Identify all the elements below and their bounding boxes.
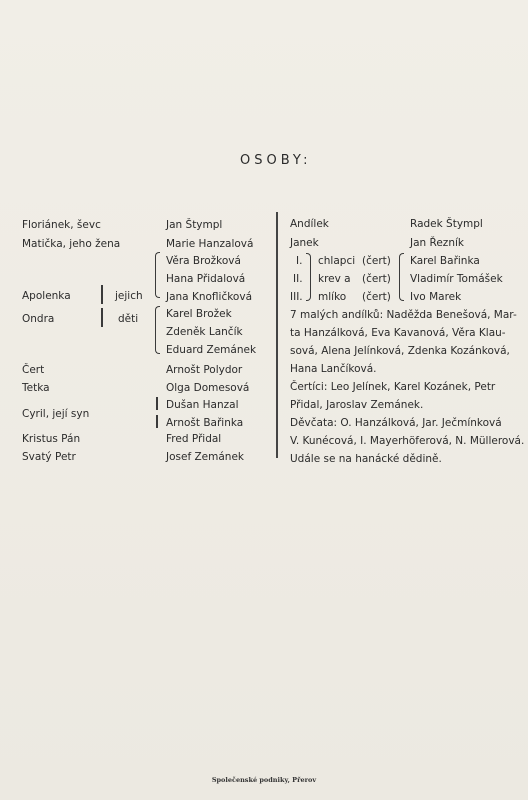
cast-text-line: V. Kunécová, I. Mayerhöferová, N. Müllerová.: [290, 435, 525, 447]
actor-name: Fred Přidal: [166, 433, 222, 445]
bracket-line: [101, 285, 103, 304]
actor-name: Věra Brožková: [166, 255, 241, 267]
boy-number: I.: [296, 255, 303, 267]
role-name: Floriánek, ševc: [22, 219, 101, 231]
actor-name: Ivo Marek: [410, 291, 462, 303]
group-label: jejich: [115, 290, 143, 302]
brace: [155, 306, 160, 354]
devil-tag: (čert): [362, 291, 391, 303]
brace: [306, 253, 311, 301]
bracket-line: [101, 308, 103, 327]
boy-role: mlíko: [318, 291, 347, 303]
actor-name: Josef Zemánek: [166, 451, 244, 463]
role-name: Čert: [22, 364, 45, 376]
role-name: Janek: [290, 237, 319, 249]
brace: [399, 253, 404, 301]
cast-text-line: Hana Lančíková.: [290, 363, 377, 375]
role-name: Cyril, její syn: [22, 408, 90, 420]
group-label: děti: [118, 313, 139, 325]
actor-name: Jana Knofličková: [166, 291, 253, 303]
role-name: Kristus Pán: [22, 433, 81, 445]
role-name: Apolenka: [22, 290, 71, 302]
role-name: Tetka: [22, 382, 50, 394]
bracket-line: [156, 415, 158, 428]
actor-name: Arnošt Polydor: [166, 364, 243, 376]
actor-name: Olga Domesová: [166, 382, 250, 394]
devil-tag: (čert): [362, 273, 391, 285]
actor-name: Radek Štympl: [410, 218, 483, 230]
brace: [155, 252, 160, 298]
cast-text-line: Děvčata: O. Hanzálková, Jar. Ječmínková: [290, 417, 502, 429]
actor-name: Jan Štympl: [166, 219, 223, 231]
cast-text-line: sová, Alena Jelínková, Zdenka Kozánková,: [290, 345, 510, 357]
boy-number: III.: [290, 291, 303, 303]
actor-name: Zdeněk Lančík: [166, 326, 243, 338]
boy-number: II.: [293, 273, 303, 285]
actor-name: Eduard Zemánek: [166, 344, 257, 356]
role-name: Matička, jeho žena: [22, 238, 121, 250]
column-divider: [276, 212, 278, 458]
actor-name: Jan Řezník: [410, 237, 464, 249]
role-name: Andílek: [290, 218, 329, 230]
cast-text-line: ta Hanzálková, Eva Kavanová, Věra Klau-: [290, 327, 506, 339]
cast-text-line: 7 malých andílků: Naděžda Benešová, Mar-: [290, 309, 517, 321]
boy-role: krev a: [318, 273, 351, 285]
actor-name: Marie Hanzalová: [166, 238, 254, 250]
actor-name: Arnošt Bařinka: [166, 417, 244, 429]
actor-name: Karel Bařinka: [410, 255, 480, 267]
cast-text-line: Přidal, Jaroslav Zemánek.: [290, 399, 424, 411]
devil-tag: (čert): [362, 255, 391, 267]
boy-role: chlapci: [318, 255, 356, 267]
actor-name: Vladimír Tomášek: [410, 273, 503, 285]
cast-text-line: Udále se na hanácké dědině.: [290, 453, 442, 465]
printer-credit: Společenské podniky, Přerov: [211, 776, 317, 784]
actor-name: Dušan Hanzal: [166, 399, 239, 411]
actor-name: Karel Brožek: [166, 308, 232, 320]
actor-name: Hana Přidalová: [166, 273, 246, 285]
page-title: OSOBY:: [240, 153, 312, 168]
role-name: Svatý Petr: [22, 451, 76, 463]
role-name: Ondra: [22, 313, 55, 325]
bracket-line: [156, 397, 158, 410]
cast-text-line: Čertíci: Leo Jelínek, Karel Kozánek, Petr: [290, 381, 496, 393]
